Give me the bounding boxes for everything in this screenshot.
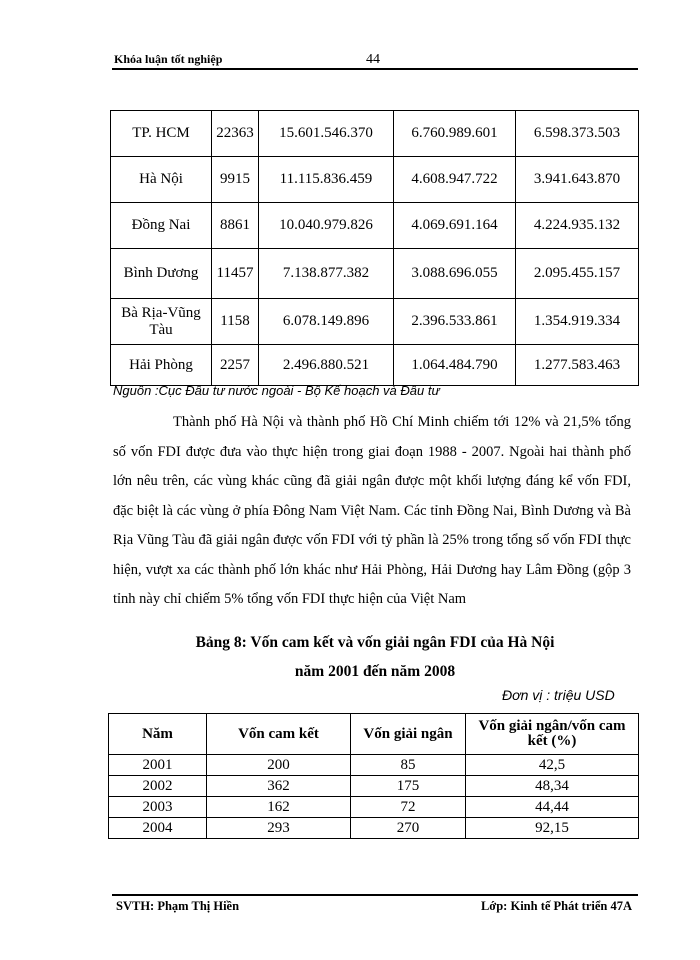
table-cell: 22363 (212, 111, 259, 157)
table-cell: 2.396.533.861 (394, 299, 516, 345)
table-cell: 4.608.947.722 (394, 157, 516, 203)
table-cell: Hải Phòng (111, 345, 212, 386)
table-row (109, 755, 639, 776)
table-cell: 8861 (212, 203, 259, 249)
table-cell: 200 (207, 755, 351, 776)
header-disbursed: Vốn giải ngân (351, 714, 466, 755)
header-ratio: Vốn giải ngân/vốn cam kết (%) (466, 714, 639, 755)
table-cell: 2257 (212, 345, 259, 386)
table-cell: 9915 (212, 157, 259, 203)
table-cell: 4.069.691.164 (394, 203, 516, 249)
unit-label: Đơn vị : triệu USD (502, 687, 615, 703)
footer-class: Lớp: Kinh tế Phát triển 47A (480, 899, 632, 913)
table-cell: 85 (351, 755, 466, 776)
table-row (109, 797, 639, 818)
table-row (109, 818, 639, 839)
table-cell: 7.138.877.382 (259, 249, 394, 299)
body-paragraph (113, 408, 631, 615)
table-subtitle: năm 2001 đến năm 2008 (294, 663, 456, 680)
table-cell: 2003 (109, 797, 207, 818)
table-row (111, 299, 639, 345)
footer-author: SVTH: Phạm Thị Hiền (116, 899, 240, 913)
table-cell: 1.354.919.334 (516, 299, 639, 345)
table-cell: 362 (207, 776, 351, 797)
table-cell: 270 (351, 818, 466, 839)
table-cell: Bà Rịa-Vũng Tàu (111, 299, 212, 345)
table-cell: 2004 (109, 818, 207, 839)
table-cell: 2001 (109, 755, 207, 776)
table-cell: 11457 (212, 249, 259, 299)
table-cell: Bình Dương (111, 249, 212, 299)
page-header (112, 52, 638, 70)
header-year: Năm (109, 714, 207, 755)
table-cell: 3.941.643.870 (516, 157, 639, 203)
table-cell: 92,15 (466, 818, 639, 839)
table-cell: 48,34 (466, 776, 639, 797)
table-cell: 1.064.484.790 (394, 345, 516, 386)
table-cell: TP. HCM (111, 111, 212, 157)
table-cell: Hà Nội (111, 157, 212, 203)
fdi-province-table (110, 110, 639, 386)
paragraph-text: Thành phố Hà Nội và thành phố Hồ Chí Minh chiếm tới 12% và 21,5% tổng số vốn FDI được đưa vào thực hiện trong giai đoạn 1988 - 2007. Ngoài hai thành phố lớn nêu trên, các vùng khác cũng đã giải ngân được một khối lượng đáng kể vốn FDI, đặc biệt là các vùng ở phía Đông Nam Việt Nam. Các tỉnh Đồng Nai, Bình Dương và Bà Rịa Vũng Tàu đã giải ngân được vốn FDI với tỷ phần là 25% trong tổng số vốn FDI thực hiện, vượt xa các thành phố lớn khác như Hải Phòng, Hải Dương hay Lâm Đồng (gộp 3 tỉnh này chỉ chiếm 5% tổng vốn FDI thực hiện của Việt Nam (113, 414, 631, 607)
table-cell: 1158 (212, 299, 259, 345)
table-header-row (109, 714, 639, 755)
table-cell: 2.496.880.521 (259, 345, 394, 386)
header-title: Khóa luận tốt nghiệp (114, 52, 223, 66)
table-row (109, 776, 639, 797)
page-number: 44 (366, 52, 380, 67)
source-note: Nguồn :Cục Đầu tư nước ngoài - Bộ Kế hoạch và Đầu tư (113, 383, 440, 398)
table-row (111, 203, 639, 249)
table-cell: 175 (351, 776, 466, 797)
table-row (111, 345, 639, 386)
table-cell: 72 (351, 797, 466, 818)
table-cell: 2002 (109, 776, 207, 797)
table-cell: 6.598.373.503 (516, 111, 639, 157)
table-cell: 2.095.455.157 (516, 249, 639, 299)
table-row (111, 157, 639, 203)
table-title: Bảng 8: Vốn cam kết và vốn giải ngân FDI của Hà Nội (195, 634, 555, 651)
table-cell: 6.760.989.601 (394, 111, 516, 157)
table-cell: 6.078.149.896 (259, 299, 394, 345)
table-cell: 4.224.935.132 (516, 203, 639, 249)
table-row (111, 111, 639, 157)
table-cell: 44,44 (466, 797, 639, 818)
table-cell: 1.277.583.463 (516, 345, 639, 386)
page-footer (112, 894, 638, 914)
table-cell: 11.115.836.459 (259, 157, 394, 203)
table-cell: 3.088.696.055 (394, 249, 516, 299)
table-row (111, 249, 639, 299)
header-committed: Vốn cam kết (207, 714, 351, 755)
table-cell: 42,5 (466, 755, 639, 776)
table-cell: 293 (207, 818, 351, 839)
table-cell: 162 (207, 797, 351, 818)
table-cell: 15.601.546.370 (259, 111, 394, 157)
table-cell: 10.040.979.826 (259, 203, 394, 249)
table-cell: Đồng Nai (111, 203, 212, 249)
hanoi-fdi-table (108, 713, 639, 839)
